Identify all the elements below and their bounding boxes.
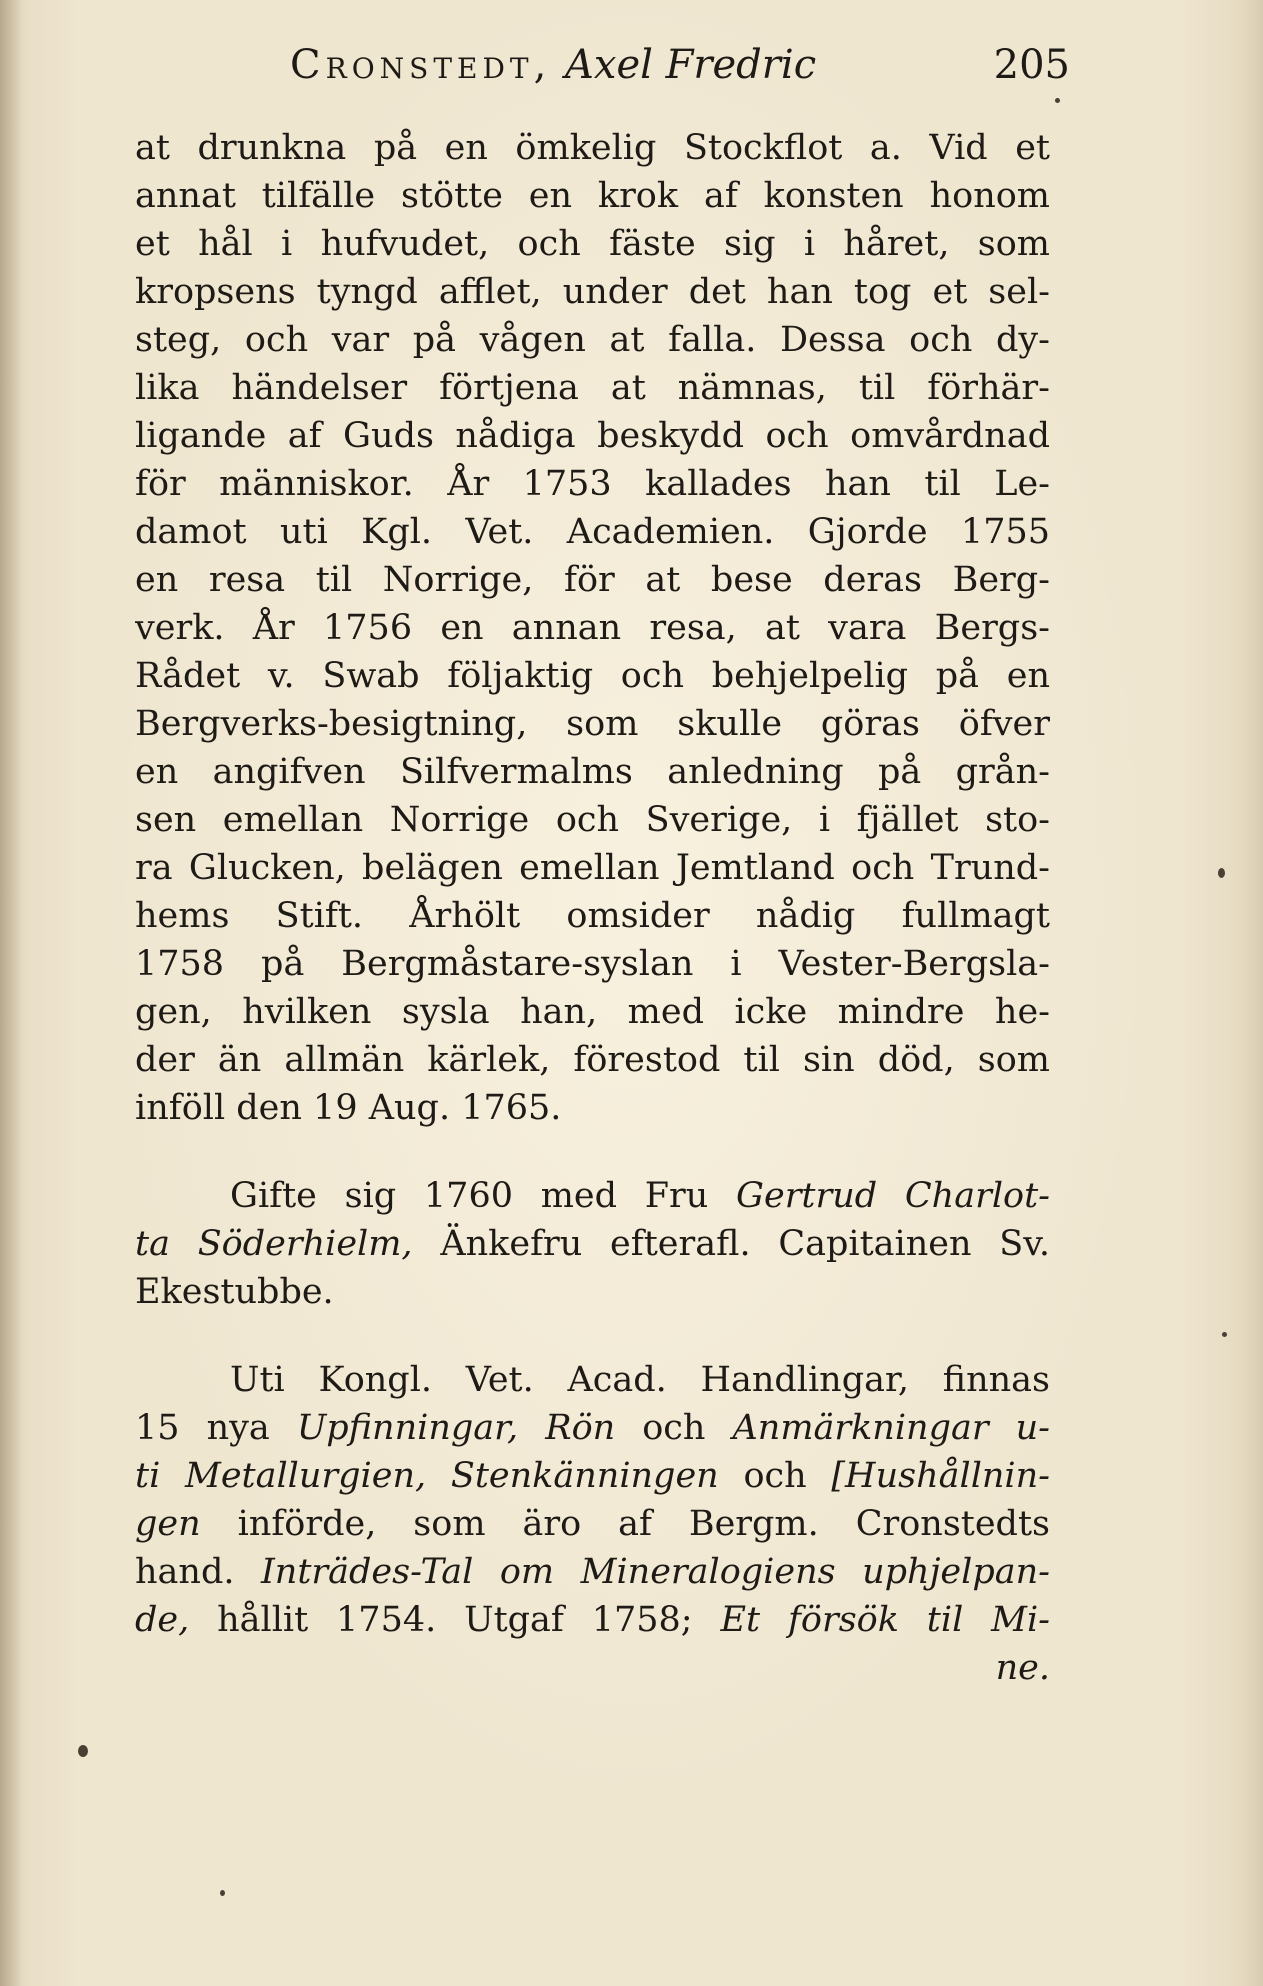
text-line: et hål i hufvudet, och fäste sig i håret, som	[135, 224, 1050, 264]
text-line	[135, 1220, 1050, 1268]
text-line: ligande af Guds nådiga beskydd och omvårdnad	[135, 416, 1050, 456]
ink-speck	[1055, 98, 1060, 103]
ink-speck	[78, 1745, 88, 1757]
text-run: hand.	[135, 1552, 261, 1592]
paragraph-works	[135, 1356, 1050, 1692]
running-head-given-name: Axel Fredric	[565, 42, 817, 88]
text-line	[135, 1548, 1050, 1596]
text-line: verk. År 1756 en annan resa, at vara Bergs-	[135, 608, 1050, 648]
text-line: en resa til Norrige, för at bese deras Berg-	[135, 560, 1050, 600]
text-line	[135, 1404, 1050, 1452]
paragraph-biography	[135, 124, 1050, 1132]
text-run: 15 nya	[135, 1408, 297, 1448]
text-line: Bergverks-besigtning, som skulle göras öfver	[135, 704, 1050, 744]
text-line: lika händelser förtjena at nämnas, til förhär-	[135, 368, 1050, 408]
text-line	[135, 1172, 1050, 1220]
spouse-name-italic: Gertrud Charlot-	[736, 1176, 1050, 1216]
text-line: en angifven Silfvermalms anledning på grån-	[135, 752, 1050, 792]
text-run: Änkefru efterafl. Capitainen Sv.	[412, 1224, 1050, 1264]
text-line: Ekestubbe.	[135, 1272, 334, 1312]
title-italic: Et försök til Mi-	[720, 1600, 1050, 1640]
text-line: annat tilfälle stötte en krok af konsten honom	[135, 176, 1050, 216]
page-binding-edge	[0, 0, 22, 1986]
text-run	[426, 1456, 451, 1496]
title-italic: Stenkänningen	[450, 1456, 719, 1496]
text-line: ra Glucken, belägen emellan Jemtland och Trund-	[135, 848, 1050, 888]
text-line: kropsens tyngd afflet, under det han tog et sel-	[135, 272, 1050, 312]
text-line	[135, 1452, 1050, 1500]
text-line: Rådet v. Swab följaktig och behjelpelig på en	[135, 656, 1050, 696]
text-line: at drunkna på en ömkelig Stockflot a. Vid et	[135, 128, 1050, 168]
body-text	[135, 124, 1050, 1692]
text-line: sen emellan Norrige och Sverige, i fjället sto-	[135, 800, 1050, 840]
text-line: 1758 på Bergmåstare-syslan i Vester-Bergsla-	[135, 944, 1050, 984]
text-line	[135, 1500, 1050, 1548]
running-head	[290, 42, 816, 88]
title-italic: Upfinningar,	[296, 1408, 519, 1448]
ink-speck	[1218, 868, 1225, 878]
text-line	[135, 1596, 1050, 1644]
text-run	[518, 1408, 545, 1448]
text-line: hems Stift. Århölt omsider nådig fullmagt	[135, 896, 1050, 936]
paragraph-marriage	[135, 1172, 1050, 1316]
spouse-name-italic: ta Söderhielm,	[135, 1224, 413, 1264]
page-number: 205	[993, 42, 1070, 88]
text-line: gen, hvilken sysla han, med icke mindre he-	[135, 992, 1050, 1032]
text-line: inföll den 19 Aug. 1765.	[135, 1088, 562, 1128]
text-line: der än allmän kärlek, förestod til sin död, som	[135, 1040, 1050, 1080]
ink-speck	[220, 1890, 225, 1896]
text-line: för människor. År 1753 kallades han til Le-	[135, 464, 1050, 504]
title-italic: Anmärkningar u-	[732, 1408, 1050, 1448]
running-head-surname: Cronstedt,	[290, 42, 552, 88]
text-line: damot uti Kgl. Vet. Academien. Gjorde 1755	[135, 512, 1050, 552]
text-run: införde, som äro af Bergm. Cronstedts	[200, 1504, 1050, 1544]
text-run: och	[718, 1456, 832, 1496]
ink-speck	[1222, 1332, 1227, 1337]
page-header	[290, 42, 1070, 112]
title-italic: Rön	[545, 1408, 616, 1448]
text-run: Gifte sig 1760 med Fru	[230, 1176, 737, 1216]
title-italic: gen	[135, 1504, 201, 1544]
text-run: och	[615, 1408, 733, 1448]
catchword: ne.	[995, 1648, 1050, 1688]
text-line: Uti Kongl. Vet. Acad. Handlingar, finnas	[230, 1360, 1050, 1400]
title-italic: [Hushållnin-	[831, 1456, 1050, 1496]
title-italic: Inträdes-Tal om Mineralogiens uphjelpan-	[260, 1552, 1050, 1592]
text-run: hållit 1754. Utgaf 1758;	[189, 1600, 721, 1640]
title-italic: ti Metallurgien,	[135, 1456, 427, 1496]
title-italic: de,	[135, 1600, 190, 1640]
text-line: steg, och var på vågen at falla. Dessa och dy-	[135, 320, 1050, 360]
